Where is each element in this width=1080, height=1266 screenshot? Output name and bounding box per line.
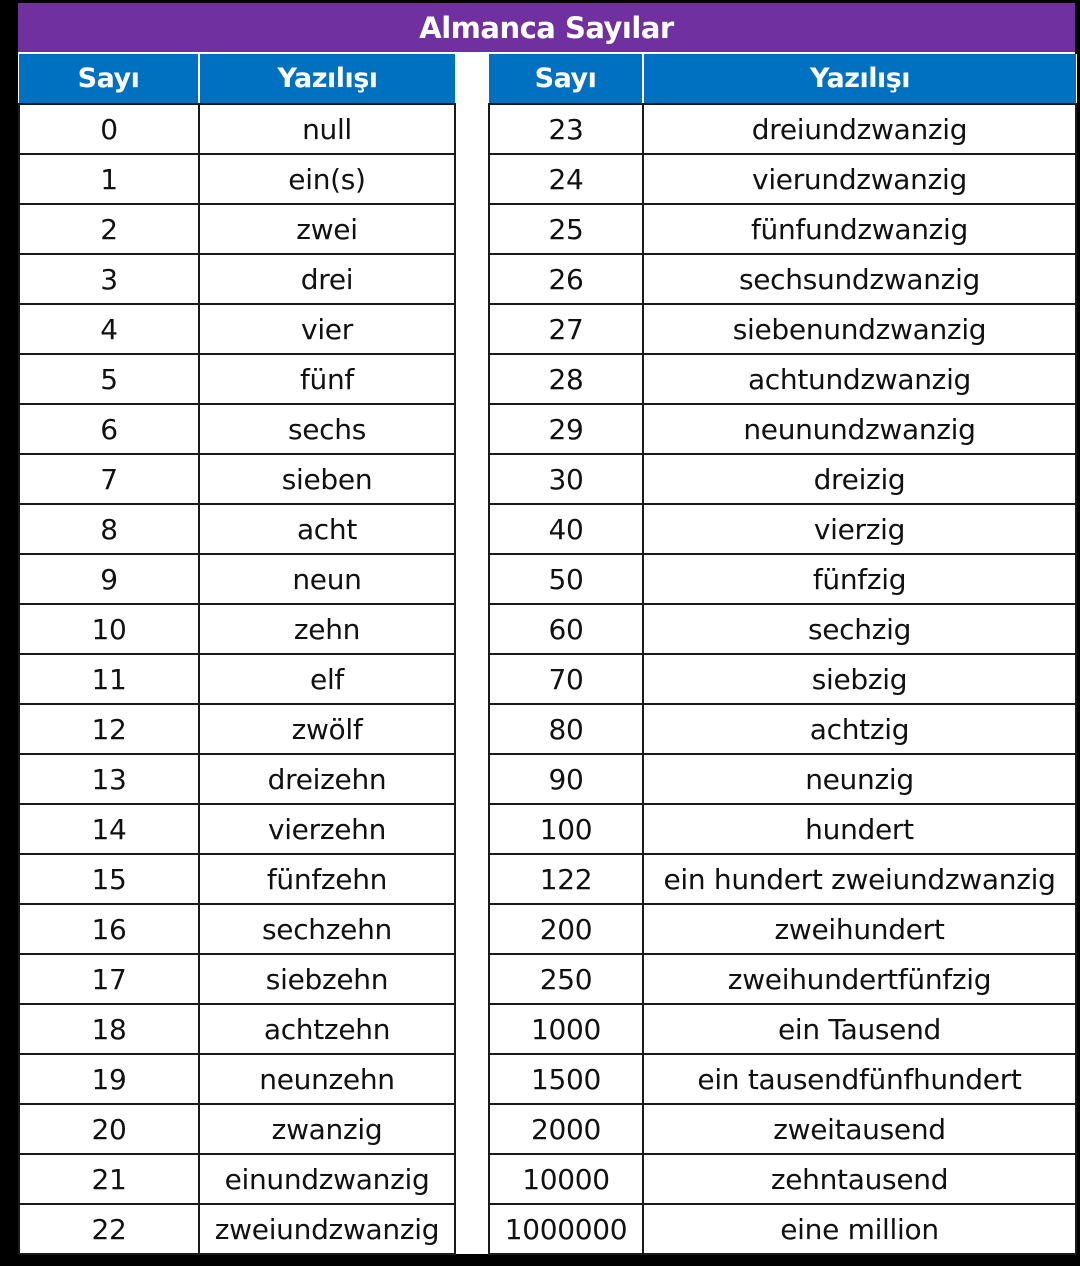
number-cell: 11 <box>19 654 199 704</box>
number-cell: 80 <box>489 704 643 754</box>
spelling-cell: zwei <box>199 204 455 254</box>
table-row <box>19 1004 455 1054</box>
spelling-cell: vier <box>199 304 455 354</box>
table-row <box>489 904 1076 954</box>
number-cell: 2000 <box>489 1104 643 1154</box>
spelling-cell: neun <box>199 554 455 604</box>
table-row <box>489 554 1076 604</box>
table-title: Almanca Sayılar <box>18 3 1075 52</box>
spelling-cell: vierzig <box>643 504 1076 554</box>
spelling-cell: zweihundert <box>643 904 1076 954</box>
number-cell: 16 <box>19 904 199 954</box>
spelling-cell: hundert <box>643 804 1076 854</box>
spelling-cell: fünfzehn <box>199 854 455 904</box>
spelling-cell: fünfzig <box>643 554 1076 604</box>
table-row <box>19 854 455 904</box>
spelling-cell: eine million <box>643 1204 1076 1254</box>
number-cell: 9 <box>19 554 199 604</box>
spelling-cell: sechzig <box>643 604 1076 654</box>
table-row <box>489 354 1076 404</box>
table-row <box>19 154 455 204</box>
number-cell: 70 <box>489 654 643 704</box>
number-cell: 6 <box>19 404 199 454</box>
table-row <box>489 204 1076 254</box>
number-cell: 13 <box>19 754 199 804</box>
number-cell: 22 <box>19 1204 199 1254</box>
number-cell: 4 <box>19 304 199 354</box>
table-row <box>19 1154 455 1204</box>
number-cell: 8 <box>19 504 199 554</box>
spelling-cell: fünf <box>199 354 455 404</box>
number-cell: 19 <box>19 1054 199 1104</box>
number-column-header: Sayı <box>19 54 199 104</box>
right-number-table <box>488 54 1077 1255</box>
table-row <box>489 454 1076 504</box>
spelling-cell: null <box>199 104 455 154</box>
number-cell: 14 <box>19 804 199 854</box>
spelling-cell: sechzehn <box>199 904 455 954</box>
spelling-cell: zweihundertfünfzig <box>643 954 1076 1004</box>
spelling-cell: sieben <box>199 454 455 504</box>
number-cell: 26 <box>489 254 643 304</box>
table-row <box>489 1104 1076 1154</box>
number-cell: 40 <box>489 504 643 554</box>
number-cell: 250 <box>489 954 643 1004</box>
table-row <box>489 754 1076 804</box>
number-cell: 90 <box>489 754 643 804</box>
spelling-cell: elf <box>199 654 455 704</box>
table-row <box>19 904 455 954</box>
spelling-cell: zwanzig <box>199 1104 455 1154</box>
table-row <box>489 504 1076 554</box>
table-row <box>19 654 455 704</box>
number-cell: 3 <box>19 254 199 304</box>
number-cell: 10 <box>19 604 199 654</box>
spelling-cell: zehntausend <box>643 1154 1076 1204</box>
spelling-cell: siebzig <box>643 654 1076 704</box>
table-row <box>489 654 1076 704</box>
table-row <box>19 954 455 1004</box>
table-row <box>489 154 1076 204</box>
table-row <box>489 254 1076 304</box>
table-row <box>19 354 455 404</box>
number-cell: 21 <box>19 1154 199 1204</box>
spelling-cell: achtzig <box>643 704 1076 754</box>
spelling-cell: vierundzwanzig <box>643 154 1076 204</box>
spelling-cell: vierzehn <box>199 804 455 854</box>
spelling-column-header: Yazılışı <box>643 54 1076 104</box>
table-row <box>489 604 1076 654</box>
spelling-column-header: Yazılışı <box>199 54 455 104</box>
table-row <box>19 1204 455 1254</box>
table-row <box>489 1054 1076 1104</box>
number-cell: 20 <box>19 1104 199 1154</box>
table-row <box>19 304 455 354</box>
number-cell: 100 <box>489 804 643 854</box>
table-row <box>489 104 1076 154</box>
table-row <box>489 804 1076 854</box>
number-cell: 24 <box>489 154 643 204</box>
number-cell: 10000 <box>489 1154 643 1204</box>
number-column-header: Sayı <box>489 54 643 104</box>
spelling-cell: einundzwanzig <box>199 1154 455 1204</box>
number-cell: 23 <box>489 104 643 154</box>
spelling-cell: neunundzwanzig <box>643 404 1076 454</box>
number-cell: 60 <box>489 604 643 654</box>
spelling-cell: siebenundzwanzig <box>643 304 1076 354</box>
spelling-cell: zehn <box>199 604 455 654</box>
table-row <box>19 204 455 254</box>
table-row <box>489 954 1076 1004</box>
spelling-cell: dreiundzwanzig <box>643 104 1076 154</box>
table-row <box>19 804 455 854</box>
table-row <box>489 704 1076 754</box>
number-cell: 50 <box>489 554 643 604</box>
number-cell: 29 <box>489 404 643 454</box>
number-cell: 1000000 <box>489 1204 643 1254</box>
spelling-cell: drei <box>199 254 455 304</box>
number-cell: 17 <box>19 954 199 1004</box>
number-cell: 200 <box>489 904 643 954</box>
table-row <box>19 104 455 154</box>
table-row <box>489 1004 1076 1054</box>
table-row <box>19 754 455 804</box>
left-table-body <box>19 104 455 1254</box>
spelling-cell: neunzig <box>643 754 1076 804</box>
spelling-cell: neunzehn <box>199 1054 455 1104</box>
number-cell: 1500 <box>489 1054 643 1104</box>
table-row <box>489 1154 1076 1204</box>
left-header-row <box>19 54 455 104</box>
table-row <box>19 704 455 754</box>
spelling-cell: zweitausend <box>643 1104 1076 1154</box>
left-number-table <box>18 54 456 1255</box>
spelling-cell: dreizehn <box>199 754 455 804</box>
number-cell: 122 <box>489 854 643 904</box>
spelling-cell: fünfundzwanzig <box>643 204 1076 254</box>
spelling-cell: achtzehn <box>199 1004 455 1054</box>
table-row <box>489 404 1076 454</box>
spelling-cell: ein tausendfünfhundert <box>643 1054 1076 1104</box>
table-row <box>19 404 455 454</box>
number-cell: 5 <box>19 354 199 404</box>
spelling-cell: achtundzwanzig <box>643 354 1076 404</box>
table-row <box>19 1054 455 1104</box>
number-cell: 15 <box>19 854 199 904</box>
number-cell: 30 <box>489 454 643 504</box>
table-row <box>489 1204 1076 1254</box>
number-cell: 2 <box>19 204 199 254</box>
table-row <box>489 304 1076 354</box>
number-cell: 7 <box>19 454 199 504</box>
number-cell: 28 <box>489 354 643 404</box>
table-row <box>19 604 455 654</box>
spelling-cell: ein(s) <box>199 154 455 204</box>
spelling-cell: ein Tausend <box>643 1004 1076 1054</box>
spelling-cell: zwölf <box>199 704 455 754</box>
number-cell: 27 <box>489 304 643 354</box>
spelling-cell: zweiundzwanzig <box>199 1204 455 1254</box>
right-header-row <box>489 54 1076 104</box>
number-cell: 25 <box>489 204 643 254</box>
spelling-cell: ein hundert zweiundzwanzig <box>643 854 1076 904</box>
number-cell: 18 <box>19 1004 199 1054</box>
table-row <box>489 854 1076 904</box>
number-cell: 12 <box>19 704 199 754</box>
number-cell: 1000 <box>489 1004 643 1054</box>
number-cell: 1 <box>19 154 199 204</box>
number-cell: 0 <box>19 104 199 154</box>
spelling-cell: acht <box>199 504 455 554</box>
table-row <box>19 554 455 604</box>
right-table-body <box>489 104 1076 1254</box>
spelling-cell: siebzehn <box>199 954 455 1004</box>
table-row <box>19 504 455 554</box>
table-row <box>19 1104 455 1154</box>
spelling-cell: sechs <box>199 404 455 454</box>
table-row <box>19 254 455 304</box>
spelling-cell: sechsundzwanzig <box>643 254 1076 304</box>
spelling-cell: dreizig <box>643 454 1076 504</box>
number-table-sheet <box>18 3 1075 1254</box>
table-row <box>19 454 455 504</box>
